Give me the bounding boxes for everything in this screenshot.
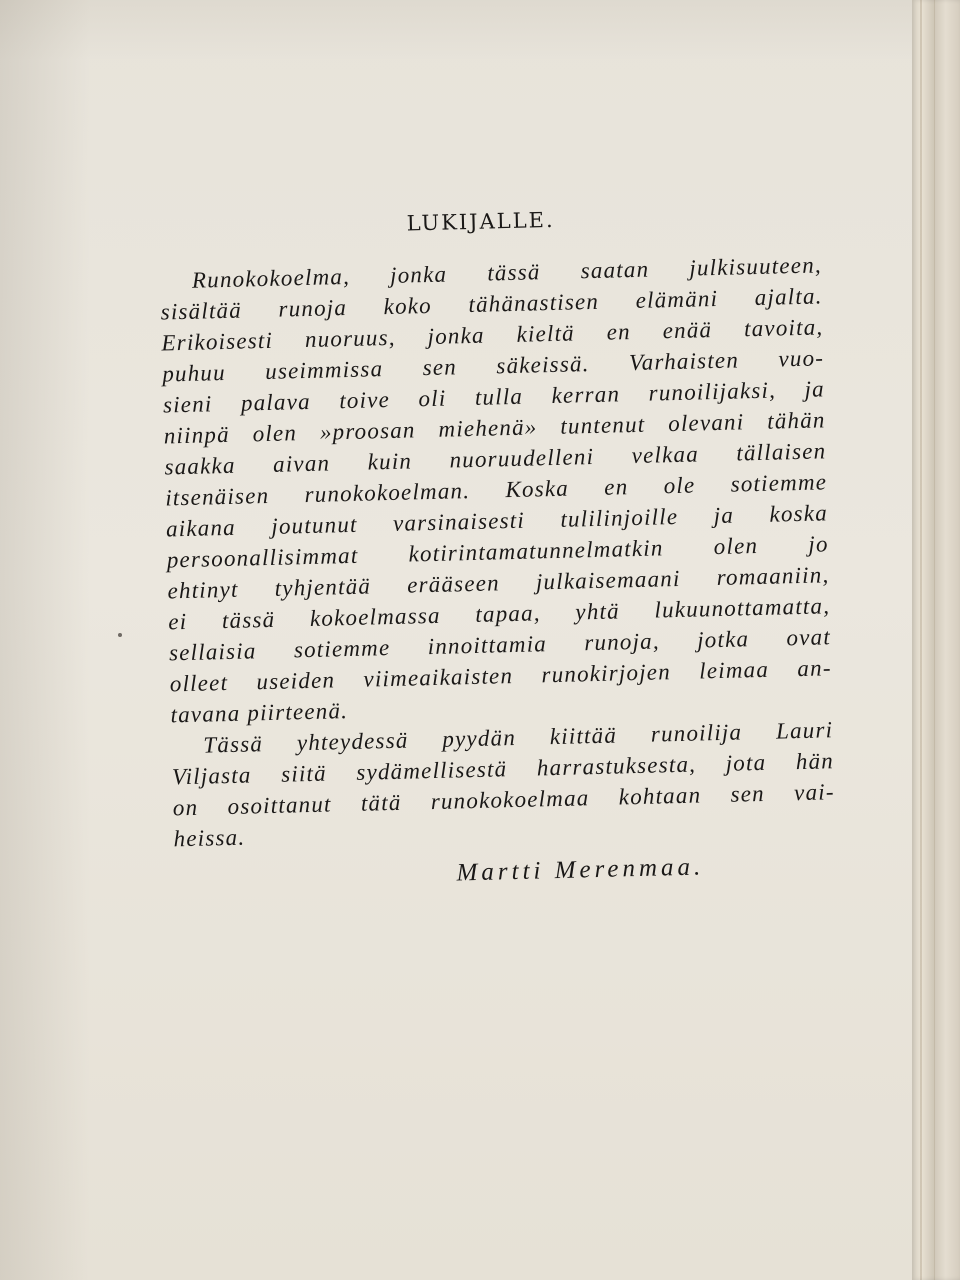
text-line: puhuu useimmissa sen säkeissä. Varhaisten vuo-: [161, 345, 825, 387]
text-line: Tässä yhteydessä pyydän kiittää runoilija Lauri: [203, 717, 834, 758]
gutter-shadow: [0, 0, 90, 1280]
text-line: persoonallisimmat kotirintamatunnelmatkin olen jo: [166, 531, 829, 573]
text-line: heissa.: [173, 824, 246, 852]
page-heading: LUKIJALLE.: [406, 207, 555, 236]
page-edges: [912, 0, 960, 1280]
page-content: [140, 183, 837, 894]
text-line: Viljasta siitä sydämellisestä harrastuksesta, jota hän: [171, 748, 835, 790]
ink-speck: [118, 633, 122, 637]
text-line: itsenäisen runokokoelman. Koska en ole sotiemme: [164, 469, 828, 511]
text-line: olleet useiden viimeaikaisten runokirjojen leimaa an-: [169, 655, 832, 697]
text-line: ehtinyt tyhjentää erääseen julkaisemaani romaaniin,: [167, 562, 830, 604]
paragraph-1: [142, 249, 833, 730]
text-line: on osoittanut tätä runokokoelmaa kohtaan sen vai-: [172, 779, 835, 821]
text-line: tavana piirteenä.: [170, 698, 349, 728]
text-line: niinpä olen »proosan miehenä» tuntenut olevani tähän: [163, 407, 826, 449]
text-line: Runokokoelma, jonka tässä saatan julkisuuteen,: [191, 252, 823, 293]
author-signature: Martti Merenmaa.: [456, 853, 705, 887]
text-line: ei tässä kokoelmassa tapaa, yhtä lukuunottamatta,: [168, 593, 831, 635]
text-line: sellaisia sotiemme innoittamia runoja, jotka ovat: [168, 624, 832, 666]
text-line: Erikoisesti nuoruus, jonka kieltä en enää tavoita,: [161, 314, 824, 356]
text-line: aikana joutunut varsinaisesti tulilinjoille ja koska: [165, 500, 829, 542]
text-line: sieni palava toive oli tulla kerran runoilijaksi, ja: [162, 376, 826, 418]
paragraph-2: [153, 714, 836, 855]
text-line: saakka aivan kuin nuoruudelleni velkaa tällaisen: [164, 438, 827, 480]
top-shadow: [0, 0, 960, 60]
text-line: sisältää runoja koko tähänastisen elämäni ajalta.: [160, 283, 823, 325]
